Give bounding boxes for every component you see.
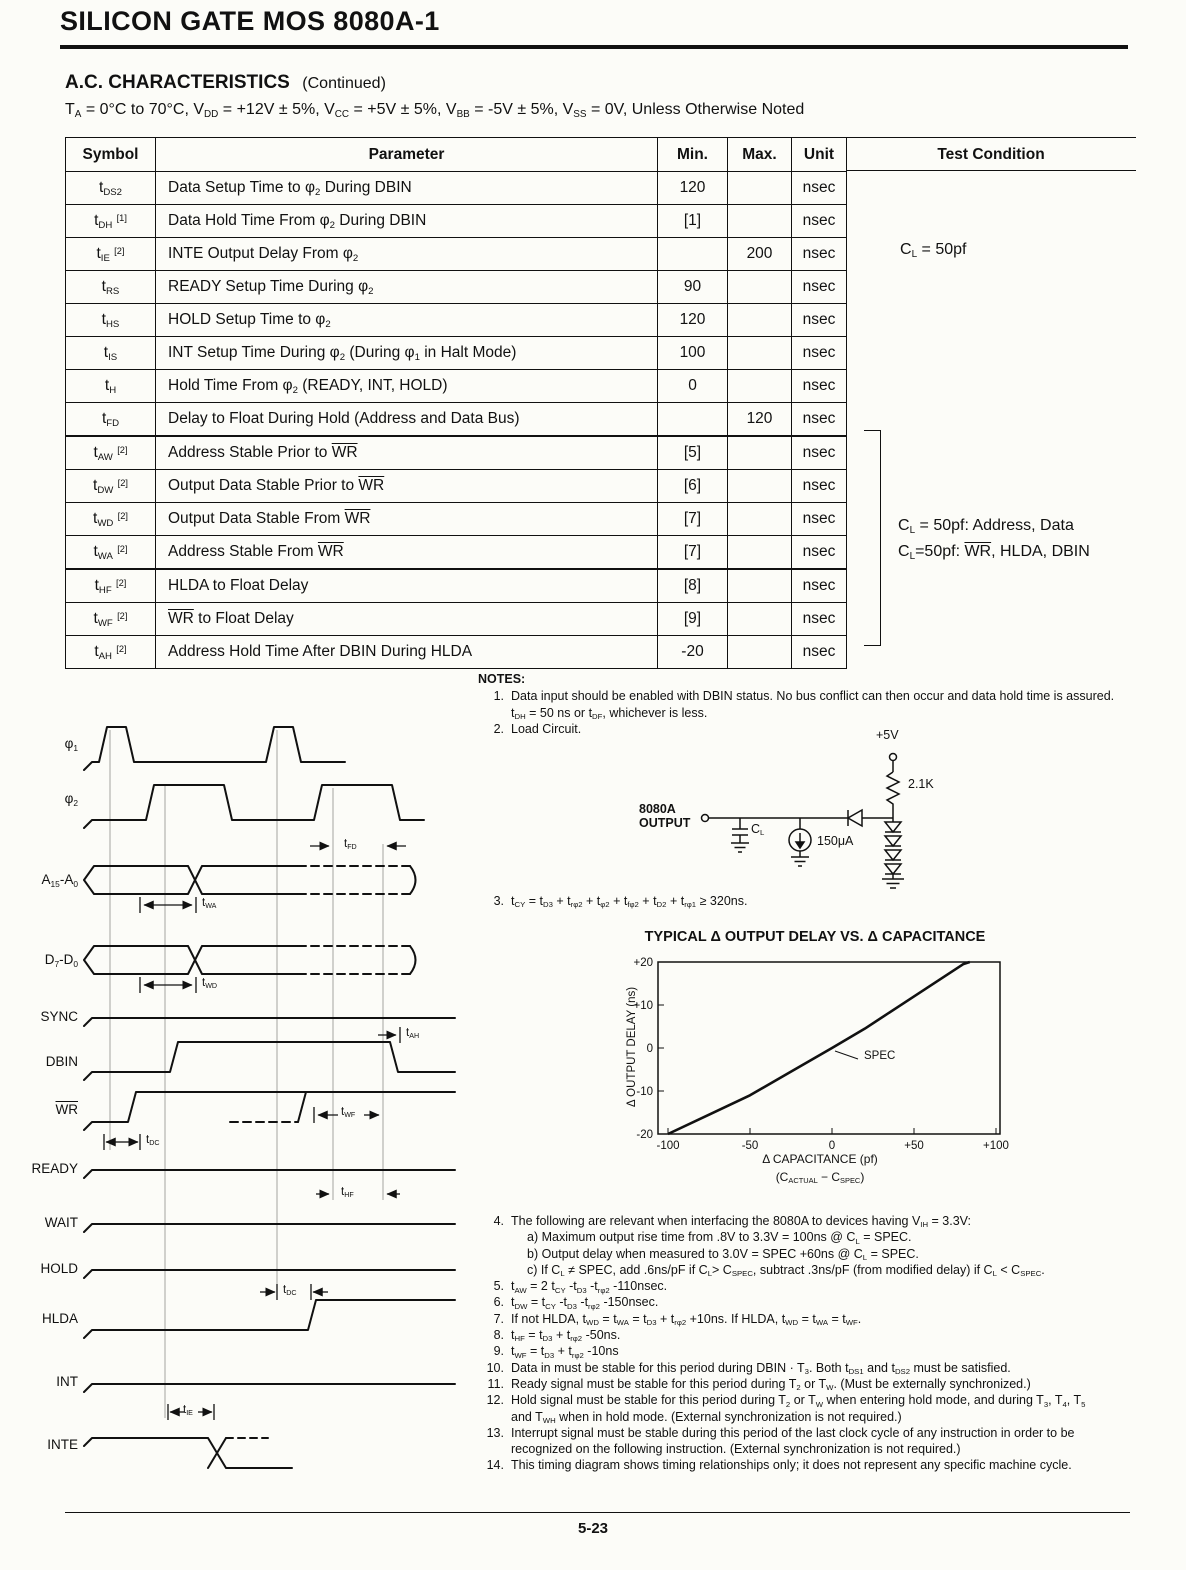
cell-parameter: INT Setup Time During $\varphi_2$ (During $\varphi_1$ in Halt Mode) — [156, 337, 658, 370]
signal-label-inte: INTE — [47, 1437, 78, 1452]
table-row — [66, 569, 847, 603]
cell-unit: nsec — [792, 470, 847, 503]
cell-min: 120 — [658, 304, 728, 337]
cell-unit: nsec — [792, 603, 847, 636]
data-bus-waveform — [84, 946, 298, 974]
cell-symbol: $t_{IS}$ — [66, 337, 156, 370]
cell-max — [728, 205, 792, 238]
cell-unit: nsec — [792, 304, 847, 337]
note-text — [511, 688, 1168, 721]
note-text — [511, 1278, 1172, 1294]
y-tick-label: -20 — [636, 1129, 653, 1141]
signal-label-address-bus: $A_{15}-A_0$ — [41, 872, 78, 889]
note-text — [511, 1457, 1172, 1473]
capacitor-label: $C_L$ — [751, 822, 765, 838]
cell-symbol: $t_{WD}$ [2] — [66, 503, 156, 536]
table-row — [66, 337, 847, 370]
note — [478, 1392, 1172, 1425]
timing-label-tfd: $t_{FD}$ — [344, 838, 357, 852]
col-header-test-condition: Test Condition — [937, 146, 1045, 163]
y-tick-label: +20 — [633, 957, 653, 969]
note-line: Ready signal must be stable for this period during $T_2$ or $T_W$. (Must be externally synchronized.) — [511, 1376, 1031, 1393]
y-tick-label: 0 — [646, 1043, 653, 1055]
cell-max — [728, 172, 792, 205]
signal-label-hlda: HLDA — [41, 1311, 78, 1326]
cell-max — [728, 536, 792, 570]
note-text — [511, 1294, 1172, 1310]
cell-max — [728, 436, 792, 470]
note-number: 14. — [486, 1458, 504, 1473]
table-row — [66, 536, 847, 570]
signal-label-sync: SYNC — [40, 1009, 78, 1024]
x-tick-label: 0 — [828, 1140, 836, 1152]
note — [478, 1376, 1172, 1392]
cell-unit: nsec — [792, 172, 847, 205]
cell-parameter: Data Setup Time to $\varphi_2$ During DBIN — [156, 172, 658, 205]
cell-min: [7] — [658, 536, 728, 570]
cell-unit: nsec — [792, 271, 847, 304]
cell-parameter: READY Setup Time During $\varphi_2$ — [156, 271, 658, 304]
cell-min: [6] — [658, 470, 728, 503]
note-line: This timing diagram shows timing relationships only; it does not represent any specific machine cycle. — [511, 1458, 1072, 1473]
signal-label-dbin: DBIN — [45, 1054, 78, 1069]
test-condition-bracket — [864, 430, 881, 646]
note-number: 13. — [486, 1425, 504, 1440]
x-tick-label: -100 — [656, 1140, 680, 1152]
cell-unit: nsec — [792, 205, 847, 238]
cell-max — [728, 370, 792, 403]
signal-label-ready: READY — [31, 1161, 78, 1176]
note-line: $t_{HF} = t_{D3} + t_{r\varphi 2}$ -50ns. — [511, 1328, 621, 1344]
cell-parameter: Output Data Stable Prior to $\overline{WR}$ — [156, 470, 658, 503]
page-number: 5-23 — [577, 1520, 609, 1537]
note — [478, 1457, 1172, 1473]
note-line: $t_{AW} = 2$ $t_{CY}$ $-t_{D3}$ $-t_{r\varphi 2}$ -110nsec. — [511, 1279, 668, 1295]
note-number: 9. — [493, 1344, 504, 1359]
cell-max — [728, 470, 792, 503]
cell-unit: nsec — [792, 569, 847, 603]
int-waveform — [84, 1384, 455, 1392]
note — [478, 1327, 1172, 1343]
note-line: a) Maximum output rise time from .8V to 3.3V = 100ns @ $C_L$ = SPEC. — [527, 1230, 912, 1246]
cell-symbol: $t_H$ — [66, 370, 156, 403]
phi2-waveform — [84, 785, 424, 828]
cell-max — [728, 636, 792, 669]
ready-waveform — [84, 1170, 455, 1178]
spec-annotation: SPEC — [864, 1050, 896, 1062]
cell-max: 200 — [728, 238, 792, 271]
test-conditions-line: $T_A = 0^\circ C$ to 70°C, $V_{DD} = +12V \pm 5\%$, $V_{CC} = +5V \pm 5\%$, $V_{BB} = -5V \pm 5\%$, $V_{SS} = 0V$, Unless Otherwise Noted — [65, 101, 805, 120]
note-line: c) If $C_L$ ≠ SPEC, add .6ns/pF if $C_L> C_{SPEC}$, subtract .3ns/pF (from modified delay) if $C_L < C_{SPEC}$. — [527, 1262, 1045, 1279]
note-number: 11. — [487, 1376, 504, 1391]
chart-plot-area — [658, 962, 1000, 1134]
cell-unit: nsec — [792, 238, 847, 271]
note-line: $t_{CY} = t_{D3} + t_{r\varphi 2} + t_{\varphi 2} + t_{f\varphi 2} + t_{D2} + t_{r\varphi 1} \ge 320ns$. — [511, 894, 748, 910]
hold-waveform — [84, 1270, 455, 1278]
cell-min: -20 — [658, 636, 728, 669]
cell-min: 100 — [658, 337, 728, 370]
section-continued: (Continued) — [302, 75, 386, 92]
cell-symbol: $t_{WA}$ [2] — [66, 536, 156, 570]
x-tick-label: -50 — [741, 1140, 759, 1152]
note-number: 2. — [493, 721, 504, 736]
note-text — [511, 1343, 1172, 1359]
cell-symbol: $t_{WF}$ [2] — [66, 603, 156, 636]
hlda-waveform — [84, 1300, 455, 1338]
note — [478, 1343, 1172, 1359]
notes-bottom-block — [478, 1213, 1172, 1474]
supply-label: +5V — [876, 728, 899, 742]
timing-label-tdc-2: $t_{DC}$ — [283, 1284, 297, 1298]
table-row — [66, 403, 847, 437]
cell-min: [7] — [658, 503, 728, 536]
cell-min: [5] — [658, 436, 728, 470]
note — [478, 1311, 1172, 1327]
cell-min: 90 — [658, 271, 728, 304]
timing-label-tdc-1: $t_{DC}$ — [146, 1134, 160, 1148]
cell-symbol: $t_{AH}$ [2] — [66, 636, 156, 669]
note-line: $t_{WF} = t_{D3} + t_{r\varphi 2}$ -10ns — [511, 1344, 619, 1360]
sync-waveform — [84, 1018, 455, 1026]
cell-min — [658, 238, 728, 271]
table-top-border-extension — [846, 137, 1136, 138]
data-bus-float — [298, 946, 410, 974]
cell-max — [728, 603, 792, 636]
note-number: 6. — [493, 1295, 504, 1310]
cell-unit: nsec — [792, 403, 847, 437]
note-text — [511, 1327, 1172, 1343]
address-bus-float — [298, 866, 410, 894]
table-row — [66, 603, 847, 636]
table-row — [66, 636, 847, 669]
note-text — [511, 1213, 1172, 1278]
cell-parameter: HOLD Setup Time to $\varphi_2$ — [156, 304, 658, 337]
note-number: 3. — [493, 894, 504, 908]
signal-label-data-bus: $D_7-D_0$ — [44, 952, 78, 969]
table-row — [66, 470, 847, 503]
cell-parameter: Hold Time From $\varphi_2$ (READY, INT, HOLD) — [156, 370, 658, 403]
note-line: b) Output delay when measured to 3.0V = SPEC +60ns @ $C_L$ = SPEC. — [527, 1246, 919, 1262]
timing-label-tah: $t_{AH}$ — [406, 1027, 420, 1041]
col-header-max: Max. — [728, 138, 792, 172]
cell-unit: nsec — [792, 536, 847, 570]
table-row — [66, 271, 847, 304]
cell-symbol: $t_{IE}$ [2] — [66, 238, 156, 271]
wait-waveform — [84, 1224, 455, 1232]
note-line: Data input should be enabled with DBIN status. No bus conflict can then occur and data hold time is assured. — [511, 689, 1115, 704]
x-tick-label: +100 — [983, 1140, 1009, 1152]
note-number: 10. — [486, 1360, 504, 1375]
note — [478, 1294, 1172, 1310]
cell-symbol: $t_{FD}$ — [66, 403, 156, 437]
cell-parameter: Address Hold Time After DBIN During HLDA — [156, 636, 658, 669]
cell-max: 120 — [728, 403, 792, 437]
note-number: 8. — [493, 1328, 504, 1343]
table-header-border-extension — [846, 170, 1136, 171]
timing-label-twf: $t_{WF}$ — [341, 1106, 356, 1120]
ac-characteristics-table — [65, 137, 847, 669]
current-source-label: 150μA — [817, 834, 854, 848]
footer-rule — [65, 1512, 1130, 1513]
cell-parameter: Delay to Float During Hold (Address and Data Bus) — [156, 403, 658, 437]
signal-label-hold: HOLD — [40, 1261, 78, 1276]
cell-parameter: Data Hold Time From $\varphi_2$ During DBIN — [156, 205, 658, 238]
note-number: 7. — [493, 1311, 504, 1326]
table-row — [66, 205, 847, 238]
chart-x-axis-label: Δ CAPACITANCE (pf) — [762, 1152, 878, 1166]
note-text — [511, 1311, 1172, 1327]
title-rule — [60, 45, 1128, 49]
table-row — [66, 370, 847, 403]
signal-label-wr: $\overline{WR}$ — [55, 1102, 78, 1117]
inte-waveform — [84, 1438, 292, 1468]
cell-min — [658, 403, 728, 437]
resistor-label: 2.1K — [908, 777, 934, 791]
section-heading — [65, 72, 386, 94]
table-row — [66, 238, 847, 271]
cell-max — [728, 337, 792, 370]
cell-parameter: Address Stable From $\overline{WR}$ — [156, 536, 658, 570]
table-row — [66, 304, 847, 337]
test-condition-line: $C_L=50pf$: $\overline{WR}$, HLDA, DBIN — [898, 543, 1090, 562]
dbin-waveform — [84, 1042, 455, 1080]
col-header-min: Min. — [658, 138, 728, 172]
test-condition-group — [898, 513, 1090, 565]
output-label: 8080A OUTPUT — [639, 802, 691, 830]
col-header-symbol: Symbol — [66, 138, 156, 172]
note-line: $t_{DW} = t_{CY}$ $-t_{D3}$ $-t_{r\varphi 2}$ -150nsec. — [511, 1295, 659, 1311]
note-line: The following are relevant when interfacing the 8080A to devices having $V_{IH} = 3.3V$: — [511, 1214, 972, 1230]
section-title: A.C. CHARACTERISTICS — [65, 72, 290, 93]
note — [478, 688, 1168, 721]
spec-leader-line — [835, 1051, 858, 1059]
note-line: recognized on the following instruction. (External synchronization is not required.) — [511, 1442, 961, 1457]
y-tick-label: -10 — [636, 1086, 653, 1098]
cell-parameter: Address Stable Prior to $\overline{WR}$ — [156, 436, 658, 470]
note-line: If not HLDA, $t_{WD} = t_{WA} = t_{D3} + t_{r\varphi 2} +10ns$. If HLDA, $t_{WD} = t_{WA} = t_{WF}$. — [511, 1311, 862, 1328]
note-number: 5. — [493, 1279, 504, 1294]
note-line: Load Circuit. — [511, 721, 582, 736]
test-condition-line: $C_L = 50pf$: Address, Data — [898, 517, 1074, 536]
table-row — [66, 503, 847, 536]
timing-label-twa: $t_{WA}$ — [202, 897, 217, 911]
chart-x-axis-sublabel: $(C_{ACTUAL} - C_{SPEC})$ — [775, 1170, 865, 1186]
note-text — [511, 1376, 1172, 1392]
cell-parameter: HLDA to Float Delay — [156, 569, 658, 603]
cell-max — [728, 503, 792, 536]
note-number: 12. — [486, 1393, 504, 1408]
note-text — [511, 1392, 1172, 1425]
cell-min: 120 — [658, 172, 728, 205]
cell-min: [8] — [658, 569, 728, 603]
note-line: $t_{DH} = 50$ ns or $t_{DF}$, whichever is less. — [511, 705, 708, 721]
cell-symbol: $t_{RS}$ — [66, 271, 156, 304]
note-number: 4. — [493, 1214, 504, 1228]
timing-label-tie: $t_{IE}$ — [183, 1404, 193, 1418]
cell-symbol: $t_{HS}$ — [66, 304, 156, 337]
chart-y-axis-label: Δ OUTPUT DELAY (ns) — [626, 986, 638, 1108]
note — [478, 1278, 1172, 1294]
note-number: 1. — [493, 689, 504, 704]
cell-min: [9] — [658, 603, 728, 636]
timing-label-thf: $t_{HF}$ — [341, 1186, 354, 1200]
cell-symbol: $t_{HF}$ [2] — [66, 569, 156, 603]
cell-unit: nsec — [792, 436, 847, 470]
note — [478, 1360, 1172, 1376]
note-line: Data in must be stable for this period during DBIN · $T_3$. Both $t_{DS1}$ and $t_{DS2}$ must be satisfied. — [511, 1360, 1011, 1376]
cell-symbol: $t_{AW}$ [2] — [66, 436, 156, 470]
cell-min: [1] — [658, 205, 728, 238]
notes-header: NOTES: — [478, 672, 526, 686]
note-line: Hold signal must be stable for this period during $T_2$ or $T_W$ when entering hold mode, and during $T_3$, $T_4$, $T_5$ — [511, 1393, 1086, 1409]
page-title: SILICON GATE MOS 8080A-1 — [60, 6, 440, 36]
x-tick-label: +50 — [904, 1140, 924, 1152]
cell-parameter: INTE Output Delay From $\varphi_2$ — [156, 238, 658, 271]
signal-label-phi2: $\varphi_2$ — [64, 791, 78, 808]
cell-max — [728, 569, 792, 603]
cell-max — [728, 271, 792, 304]
cell-unit: nsec — [792, 503, 847, 536]
cell-parameter: $\overline{WR}$ to Float Delay — [156, 603, 658, 636]
note — [478, 1213, 1172, 1278]
cell-max — [728, 304, 792, 337]
note-line: and $T_{WH}$ when in hold mode. (External synchronization is not required.) — [511, 1409, 902, 1425]
signal-label-phi1: $\varphi_1$ — [64, 736, 78, 753]
y-tick-label: +10 — [633, 1000, 653, 1012]
cell-unit: nsec — [792, 370, 847, 403]
delay-curve — [668, 962, 970, 1134]
signal-label-wait: WAIT — [44, 1215, 78, 1230]
note-line: Interrupt signal must be stable during this period of the last clock cycle of any instruction in order to be — [511, 1425, 1075, 1440]
cell-unit: nsec — [792, 337, 847, 370]
cell-symbol: $t_{DS2}$ — [66, 172, 156, 205]
col-header-unit: Unit — [792, 138, 847, 172]
address-bus-waveform — [84, 866, 298, 894]
wr-waveform — [84, 1092, 455, 1130]
phi1-waveform — [84, 727, 345, 770]
table-row — [66, 172, 847, 205]
table-header-row — [66, 138, 847, 172]
table-row — [66, 436, 847, 470]
cell-unit: nsec — [792, 636, 847, 669]
note-text — [511, 1360, 1172, 1376]
cell-symbol: $t_{DW}$ [2] — [66, 470, 156, 503]
note-text — [511, 1425, 1172, 1458]
chart-title: TYPICAL Δ OUTPUT DELAY VS. Δ CAPACITANCE — [644, 929, 986, 945]
timing-label-twd: $t_{WD}$ — [202, 977, 218, 991]
test-condition-cl50: $C_L = 50pf$ — [900, 241, 967, 260]
cell-min: 0 — [658, 370, 728, 403]
col-header-parameter: Parameter — [156, 138, 658, 172]
cell-symbol: $t_{DH}$ [1] — [66, 205, 156, 238]
signal-label-int: INT — [56, 1374, 78, 1389]
cell-parameter: Output Data Stable From $\overline{WR}$ — [156, 503, 658, 536]
note — [478, 1425, 1172, 1458]
